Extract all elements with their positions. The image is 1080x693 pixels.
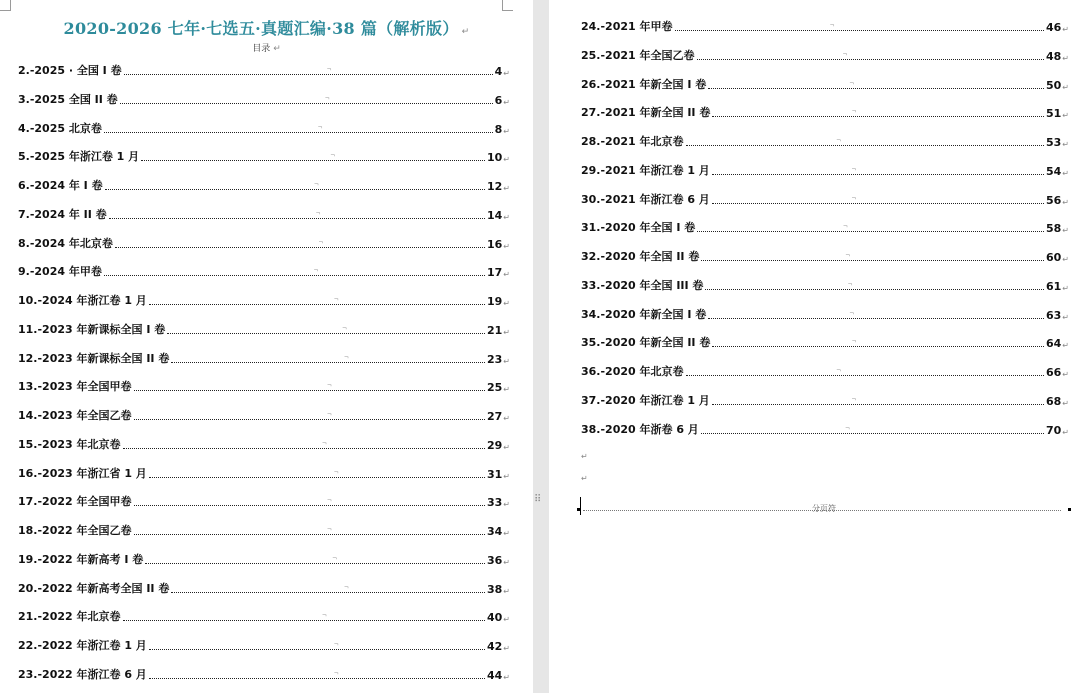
- tab-mark: ¬: [333, 468, 339, 476]
- toc-entry-label: 31.-2020 年全国 I 卷: [581, 221, 696, 235]
- toc-entry-page-number: 63: [1045, 308, 1062, 322]
- toc-entry[interactable]: [581, 219, 1069, 235]
- toc-entry[interactable]: [18, 263, 510, 279]
- toc-entry[interactable]: [581, 306, 1069, 322]
- toc-entry-page-number: 31: [486, 467, 503, 481]
- toc-entry-label: 9.-2024 年甲卷: [18, 265, 102, 279]
- toc-heading: 目录 ↵: [252, 44, 281, 54]
- toc-entry-label: 13.-2023 年全国甲卷: [18, 380, 132, 394]
- tab-mark: ¬: [333, 641, 339, 648]
- paragraph-mark: ↵: [503, 327, 510, 337]
- tab-mark: ¬: [326, 497, 332, 505]
- toc-entry[interactable]: [581, 191, 1069, 207]
- toc-entry-label: 6.-2024 年 I 卷: [18, 179, 103, 192]
- paragraph-mark: ↵: [503, 212, 510, 222]
- toc-dot-leader: [712, 338, 1044, 347]
- tab-mark: ¬: [326, 526, 332, 533]
- toc-dot-leader: [712, 194, 1044, 204]
- paragraph-mark: ↵: [503, 442, 510, 452]
- toc-dot-leader: [141, 152, 485, 161]
- toc-dot-leader: [124, 66, 493, 75]
- toc-dot-leader: [123, 612, 485, 621]
- toc-dot-leader: [149, 468, 485, 478]
- toc-entry-label: 34.-2020 年新全国 I 卷: [581, 307, 707, 321]
- tab-mark: ¬: [836, 367, 842, 374]
- toc-entry-label: 10.-2024 年浙江卷 1 月: [18, 294, 147, 307]
- toc-entry[interactable]: [18, 407, 510, 423]
- toc-entry[interactable]: [581, 47, 1069, 63]
- move-handle-icon[interactable]: ⠿: [534, 494, 542, 505]
- paragraph-mark: ↵: [503, 97, 510, 107]
- tab-mark: ¬: [313, 181, 319, 188]
- toc-dot-leader: [104, 123, 493, 133]
- tab-mark: ¬: [332, 554, 338, 562]
- toc-entry-page-number: 53: [1045, 136, 1062, 149]
- page-gutter: [533, 0, 549, 693]
- tab-mark: ¬: [844, 424, 850, 432]
- empty-paragraph-mark: ↵: [581, 474, 588, 483]
- toc-entry[interactable]: [18, 493, 510, 509]
- toc-dot-leader: [149, 296, 485, 305]
- toc-entry-page-number: 46: [1045, 21, 1062, 34]
- paragraph-mark: ↵: [503, 126, 510, 136]
- tab-mark: ¬: [321, 612, 327, 620]
- toc-dot-leader: [167, 324, 485, 334]
- toc-entry[interactable]: [581, 421, 1069, 437]
- toc-dot-leader: [115, 238, 485, 248]
- toc-dot-leader: [123, 439, 485, 449]
- paragraph-mark: ↵: [1062, 53, 1069, 63]
- toc-entry-label: 15.-2023 年北京卷: [18, 437, 121, 451]
- toc-dot-leader: [149, 669, 485, 679]
- toc-dot-leader: [104, 267, 485, 276]
- paragraph-mark: ↵: [1062, 255, 1069, 264]
- page-break-marker: [1068, 508, 1071, 511]
- toc-entry-label: 17.-2022 年全国甲卷: [18, 495, 132, 509]
- toc-entry-page-number: 51: [1045, 107, 1062, 121]
- tab-mark: ¬: [842, 223, 848, 231]
- toc-entry-page-number: 25: [486, 381, 503, 395]
- toc-entry[interactable]: [18, 292, 510, 308]
- toc-dot-leader: [134, 497, 485, 506]
- toc-entry[interactable]: [18, 235, 510, 251]
- tab-mark: ¬: [847, 280, 853, 288]
- toc-dot-leader: [705, 280, 1044, 290]
- toc-dot-leader: [701, 424, 1044, 434]
- toc-entry-label: 22.-2022 年浙江卷 1 月: [18, 639, 147, 652]
- tab-mark: ¬: [324, 94, 330, 102]
- tab-mark: ¬: [849, 79, 855, 87]
- paragraph-mark: ↵: [503, 385, 510, 395]
- toc-entry-page-number: 44: [486, 668, 503, 682]
- toc-entry-page-number: 66: [1045, 366, 1062, 379]
- paragraph-mark: ↵: [1062, 25, 1069, 34]
- paragraph-mark: ↵: [1062, 312, 1069, 322]
- toc-entry-page-number: 14: [486, 208, 503, 222]
- paragraph-mark: ↵: [1062, 111, 1069, 121]
- toc-dot-leader: [134, 411, 485, 420]
- toc-entry-label: 12.-2023 年新课标全国 II 卷: [18, 351, 170, 365]
- toc-entry-label: 24.-2021 年甲卷: [581, 20, 673, 33]
- toc-entry[interactable]: [581, 334, 1069, 350]
- paragraph-mark: ↵: [1062, 226, 1069, 236]
- tab-mark: ¬: [829, 22, 835, 29]
- tab-mark: ¬: [842, 50, 848, 58]
- tab-mark: ¬: [851, 194, 857, 202]
- toc-entry-label: 19.-2022 年新高考 I 卷: [18, 552, 144, 566]
- tab-mark: ¬: [317, 123, 323, 131]
- toc-dot-leader: [120, 94, 493, 104]
- toc-entry-label: 4.-2025 北京卷: [18, 121, 102, 135]
- page-break[interactable]: [577, 497, 1071, 517]
- toc-dot-leader: [701, 252, 1044, 261]
- tab-mark: ¬: [326, 382, 332, 390]
- tab-mark: ¬: [851, 108, 857, 116]
- paragraph-mark: ↵: [503, 471, 510, 481]
- paragraph-mark: ↵: [503, 184, 510, 193]
- toc-entry-label: 8.-2024 年北京卷: [18, 236, 113, 250]
- tab-mark: ¬: [318, 238, 324, 246]
- tab-mark: ¬: [326, 66, 332, 73]
- toc-entry[interactable]: [18, 666, 510, 682]
- toc-entry-page-number: 60: [1045, 251, 1062, 264]
- toc-dot-leader: [171, 353, 485, 363]
- toc-entry-label: 26.-2021 年新全国 I 卷: [581, 77, 707, 91]
- paragraph-mark: ↵: [1062, 341, 1069, 351]
- toc-entry-page-number: 29: [486, 438, 503, 452]
- tab-mark: ¬: [315, 209, 321, 217]
- toc-entry[interactable]: [581, 162, 1069, 178]
- toc-entry-page-number: 16: [486, 237, 503, 251]
- toc-entry-page-number: 8: [494, 122, 503, 136]
- toc-entry[interactable]: [581, 76, 1069, 92]
- paragraph-mark: ↵: [503, 644, 510, 653]
- toc-entry-page-number: 36: [486, 553, 503, 567]
- toc-entry-page-number: 50: [1045, 78, 1062, 92]
- toc-entry[interactable]: [581, 133, 1069, 149]
- toc-entry[interactable]: [18, 551, 510, 567]
- paragraph-mark: ↵: [1062, 398, 1069, 408]
- paragraph-mark: ↵: [1062, 283, 1069, 293]
- tab-mark: ¬: [333, 669, 339, 677]
- toc-entry[interactable]: [581, 363, 1069, 379]
- toc-entry[interactable]: [18, 378, 510, 394]
- document-page-right[interactable]: [549, 0, 1080, 693]
- tab-mark: ¬: [343, 353, 349, 361]
- toc-dot-leader: [686, 137, 1044, 146]
- paragraph-mark: ↵: [1062, 197, 1069, 207]
- toc-entry[interactable]: [18, 637, 510, 653]
- toc-entry-page-number: 61: [1045, 279, 1062, 293]
- tab-mark: ¬: [330, 152, 336, 160]
- paragraph-mark: ↵: [461, 27, 470, 37]
- toc-dot-leader: [134, 526, 485, 535]
- tab-mark: ¬: [326, 411, 332, 418]
- toc-dot-leader: [675, 22, 1044, 31]
- toc-entry-label: 32.-2020 年全国 II 卷: [581, 250, 700, 263]
- toc-entry-page-number: 70: [1045, 423, 1062, 437]
- toc-dot-leader: [145, 554, 485, 564]
- paragraph-mark: ↵: [1062, 140, 1069, 149]
- tab-mark: ¬: [836, 137, 842, 144]
- toc-entry-page-number: 19: [486, 295, 503, 308]
- toc-entry-label: 18.-2022 年全国乙卷: [18, 524, 132, 537]
- toc-entry-page-number: 33: [486, 496, 503, 510]
- tab-mark: ¬: [851, 338, 857, 346]
- paragraph-mark: ↵: [503, 155, 510, 165]
- toc-entry-page-number: 23: [486, 352, 503, 366]
- toc-entry-page-number: 58: [1045, 222, 1062, 236]
- toc-entry-label: 37.-2020 年浙江卷 1 月: [581, 393, 710, 407]
- toc-entry-label: 25.-2021 年全国乙卷: [581, 48, 695, 62]
- toc-entry-page-number: 27: [486, 410, 503, 423]
- toc-entry[interactable]: [18, 177, 510, 193]
- tab-mark: ¬: [342, 324, 348, 332]
- toc-entry[interactable]: [18, 321, 510, 337]
- paragraph-mark: ↵: [503, 69, 510, 78]
- toc-entry-page-number: 10: [486, 151, 503, 165]
- tab-mark: ¬: [851, 165, 857, 173]
- toc-entry-page-number: 12: [486, 180, 503, 193]
- paragraph-mark: ↵: [1062, 427, 1069, 437]
- toc-entry[interactable]: [581, 248, 1069, 264]
- toc-dot-leader: [105, 181, 485, 190]
- toc-entry-page-number: 54: [1045, 164, 1062, 178]
- toc-dot-leader: [708, 309, 1044, 319]
- toc-entry-label: 27.-2021 年新全国 II 卷: [581, 106, 711, 120]
- toc-entry-page-number: 68: [1045, 394, 1062, 408]
- empty-paragraph-mark: ↵: [581, 452, 588, 461]
- toc-entry[interactable]: [18, 62, 510, 78]
- toc-entry-page-number: 42: [486, 640, 503, 653]
- toc-entry-page-number: 6: [494, 93, 503, 107]
- toc-dot-leader: [134, 382, 485, 391]
- paragraph-mark: ↵: [503, 356, 510, 366]
- toc-entry-label: 36.-2020 年北京卷: [581, 365, 684, 378]
- paragraph-mark: ↵: [1062, 168, 1069, 178]
- toc-entry[interactable]: [18, 350, 510, 366]
- paragraph-mark: ↵: [503, 615, 510, 625]
- tab-mark: ¬: [321, 439, 327, 447]
- toc-entry[interactable]: [18, 608, 510, 624]
- toc-entry-label: 14.-2023 年全国乙卷: [18, 409, 132, 422]
- tab-mark: ¬: [313, 267, 319, 275]
- toc-dot-leader: [712, 108, 1044, 117]
- toc-dot-leader: [171, 583, 485, 593]
- paragraph-mark: ↵: [503, 299, 510, 308]
- toc-entry-page-number: 56: [1045, 193, 1062, 207]
- toc-dot-leader: [149, 641, 485, 650]
- toc-dot-leader: [708, 79, 1044, 89]
- toc-dot-leader: [712, 165, 1044, 175]
- tab-mark: ¬: [845, 252, 851, 259]
- paragraph-mark: ↵: [503, 241, 510, 251]
- paragraph-mark: ↵: [503, 414, 510, 423]
- toc-entry-label: 20.-2022 年新高考全国 II 卷: [18, 581, 170, 595]
- toc-entry-label: 11.-2023 年新课标全国 I 卷: [18, 322, 166, 336]
- paragraph-mark: ↵: [503, 529, 510, 538]
- paragraph-mark: ↵: [503, 270, 510, 280]
- toc-entry-label: 16.-2023 年浙江省 1 月: [18, 466, 147, 480]
- toc-entry-label: 38.-2020 年浙卷 6 月: [581, 422, 699, 436]
- toc-entry-label: 5.-2025 年浙江卷 1 月: [18, 150, 140, 164]
- paragraph-mark: ↵: [1062, 370, 1069, 379]
- toc-entry[interactable]: [18, 148, 510, 164]
- toc-entry-label: 33.-2020 年全国 III 卷: [581, 278, 704, 292]
- toc-entry[interactable]: [18, 91, 510, 107]
- toc-entry[interactable]: [18, 206, 510, 222]
- tab-mark: ¬: [333, 296, 339, 303]
- toc-entry[interactable]: [581, 18, 1069, 34]
- toc-entry-label: 29.-2021 年浙江卷 1 月: [581, 163, 710, 177]
- toc-entry-label: 2.-2025 · 全国 I 卷: [18, 64, 122, 77]
- page-corner-mark: [502, 0, 513, 11]
- paragraph-mark: ↵: [503, 672, 510, 682]
- toc-dot-leader: [697, 50, 1044, 60]
- toc-entry[interactable]: [581, 277, 1069, 293]
- toc-dot-leader: [686, 367, 1044, 376]
- toc-dot-leader: [712, 395, 1044, 405]
- toc-entry-label: 7.-2024 年 II 卷: [18, 207, 107, 221]
- toc-entry-label: 21.-2022 年北京卷: [18, 610, 121, 624]
- toc-entry-page-number: 38: [486, 582, 503, 596]
- toc-entry-page-number: 34: [486, 525, 503, 538]
- toc-entry[interactable]: [18, 522, 510, 538]
- toc-entry-page-number: 40: [486, 611, 503, 625]
- toc-entry[interactable]: [581, 392, 1069, 408]
- page-corner-mark: [0, 0, 11, 11]
- tab-mark: ¬: [343, 583, 349, 591]
- toc-entry-label: 30.-2021 年浙江卷 6 月: [581, 192, 710, 206]
- toc-entry[interactable]: [18, 120, 510, 136]
- paragraph-mark: ↵: [503, 586, 510, 596]
- paragraph-mark: ↵: [273, 44, 281, 54]
- toc-entry-page-number: 64: [1045, 337, 1062, 351]
- document-title: 2020-2026 七年·七选五·真题汇编·38 篇（解析版） ↵: [63, 19, 470, 38]
- paragraph-mark: ↵: [503, 557, 510, 567]
- toc-dot-leader: [697, 223, 1044, 232]
- paragraph-mark: ↵: [503, 500, 510, 510]
- page-break-label: 分页符: [812, 504, 836, 513]
- toc-entry-page-number: 21: [486, 323, 503, 337]
- toc-entry-label: 28.-2021 年北京卷: [581, 135, 684, 148]
- toc-entry-page-number: 4: [494, 65, 503, 78]
- toc-entry-page-number: 17: [486, 266, 503, 280]
- toc-entry[interactable]: [18, 465, 510, 481]
- toc-dot-leader: [109, 209, 485, 219]
- toc-entry[interactable]: [18, 580, 510, 596]
- toc-entry-label: 23.-2022 年浙江卷 6 月: [18, 667, 147, 681]
- toc-entry-label: 3.-2025 全国 II 卷: [18, 92, 118, 106]
- tab-mark: ¬: [849, 309, 855, 317]
- toc-entry[interactable]: [581, 104, 1069, 120]
- tab-mark: ¬: [851, 395, 857, 403]
- toc-entry-label: 35.-2020 年新全国 II 卷: [581, 336, 711, 350]
- document-page-left[interactable]: [0, 0, 533, 693]
- toc-entry[interactable]: [18, 436, 510, 452]
- toc-entry-page-number: 48: [1045, 49, 1062, 63]
- paragraph-mark: ↵: [1062, 82, 1069, 92]
